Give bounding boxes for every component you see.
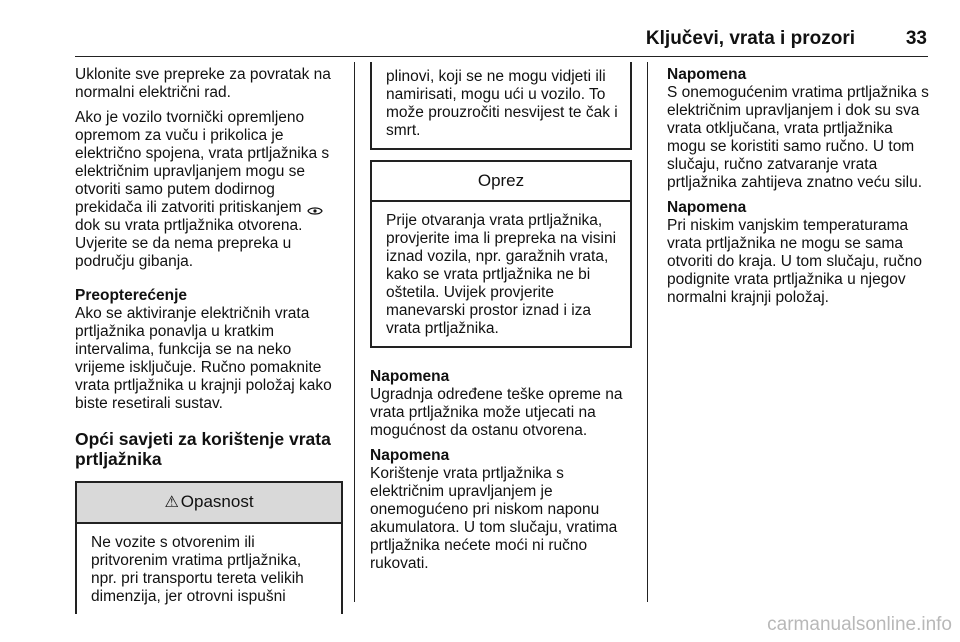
paragraph-towing [75, 109, 343, 271]
watermark: carmanualsonline.info [767, 614, 952, 635]
danger-box-body-continued: plinovi, koji se ne mogu vidjeti ili namirisati, mogu ući u vozilo. To može prouzročiti nesvijest te čak i smrt. [386, 68, 618, 139]
note-text: Korištenje vrata prtljažnika s električnim upravljanjem je onemogućeno pri niskom naponu akumulatora. U tom slučaju, vratima prtljažnika nećete moći ni ručno rukovati. [370, 465, 618, 572]
danger-box-header [77, 483, 341, 524]
header-divider [75, 56, 928, 57]
caution-box-header: Oprez [372, 162, 630, 202]
danger-box [75, 481, 343, 614]
caution-box [370, 160, 632, 348]
section-heading: Opći savjeti za korištenje vrata prtljažnika [75, 429, 331, 469]
danger-box-body: Ne vozite s otvorenim ili pritvorenim vratima prtljažnika, npr. pri transportu tereta velikih dimenzija, jer otrovni ispušni [91, 534, 304, 605]
column-3 [667, 66, 929, 314]
page-header-title: Ključevi, vrata i prozori [645, 28, 855, 49]
column-2 [370, 62, 632, 580]
danger-box-continued [370, 62, 632, 150]
towing-text-part2: dok su vrata prtljažnika otvorena. Uvjerite se da nema prepreka u području gibanja. [75, 217, 303, 270]
column-divider-1 [354, 62, 355, 602]
note-heading: Napomena [370, 447, 450, 464]
note-text: Ugradnja određene teške opreme na vrata prtljažnika može utjecati na mogućnost da ostanu otvorena. [370, 386, 623, 439]
paragraph-remove-obstacles: Uklonite sve prepreke za povratak na normalni električni rad. [75, 66, 331, 101]
note-heading: Napomena [370, 368, 450, 385]
note-heading: Napomena [667, 66, 747, 83]
towing-text-part1: Ako je vozilo tvornički opremljeno opremom za vuču i prikolica je električno spojena, vrata prtljažnika s električnim upravljanjem mogu se otvoriti samo putem dodirnog prekidača ili zatvoriti pritiskanjem [75, 109, 330, 216]
page-number: 33 [905, 28, 927, 49]
note-text: S onemogućenim vratima prtljažnika s električnim upravljanjem i dok su sva vrata otključana, vrata prtljažnika mogu se koristiti samo ručno. U tom slučaju, ručno zatvaranje vrata prtljažnika zahtijeva znatno veću silu. [667, 84, 929, 191]
exterior-light-icon [306, 203, 324, 213]
warning-triangle-icon: ⚠ [164, 494, 179, 511]
danger-title: Opasnost [180, 492, 254, 511]
column-1 [75, 66, 343, 614]
caution-box-body: Prije otvaranja vrata prtljažnika, provjerite ima li prepreka na visini iznad vozila, npr. garažnih vrata, kako se vrata prtljažnika ne bi oštetila. Uvijek provjerite manevarski prostor iznad i iza vrata prtljažnika. [386, 212, 617, 337]
overload-heading: Preopterećenje [75, 287, 187, 304]
overload-text: Ako se aktiviranje električnih vrata prtljažnika ponavlja u kratkim intervalima, funkcija se na neko vrijeme isključuje. Ručno pomaknite vrata prtljažnika u krajnji položaj kako biste resetirali sustav. [75, 305, 332, 412]
column-divider-2 [647, 62, 648, 602]
note-text: Pri niskim vanjskim temperaturama vrata prtljažnika ne mogu se sama otvoriti do kraja. U tom slučaju, ručno podignite vrata prtljažnika u njegov normalni krajnji položaj. [667, 217, 922, 306]
note-heading: Napomena [667, 199, 747, 216]
